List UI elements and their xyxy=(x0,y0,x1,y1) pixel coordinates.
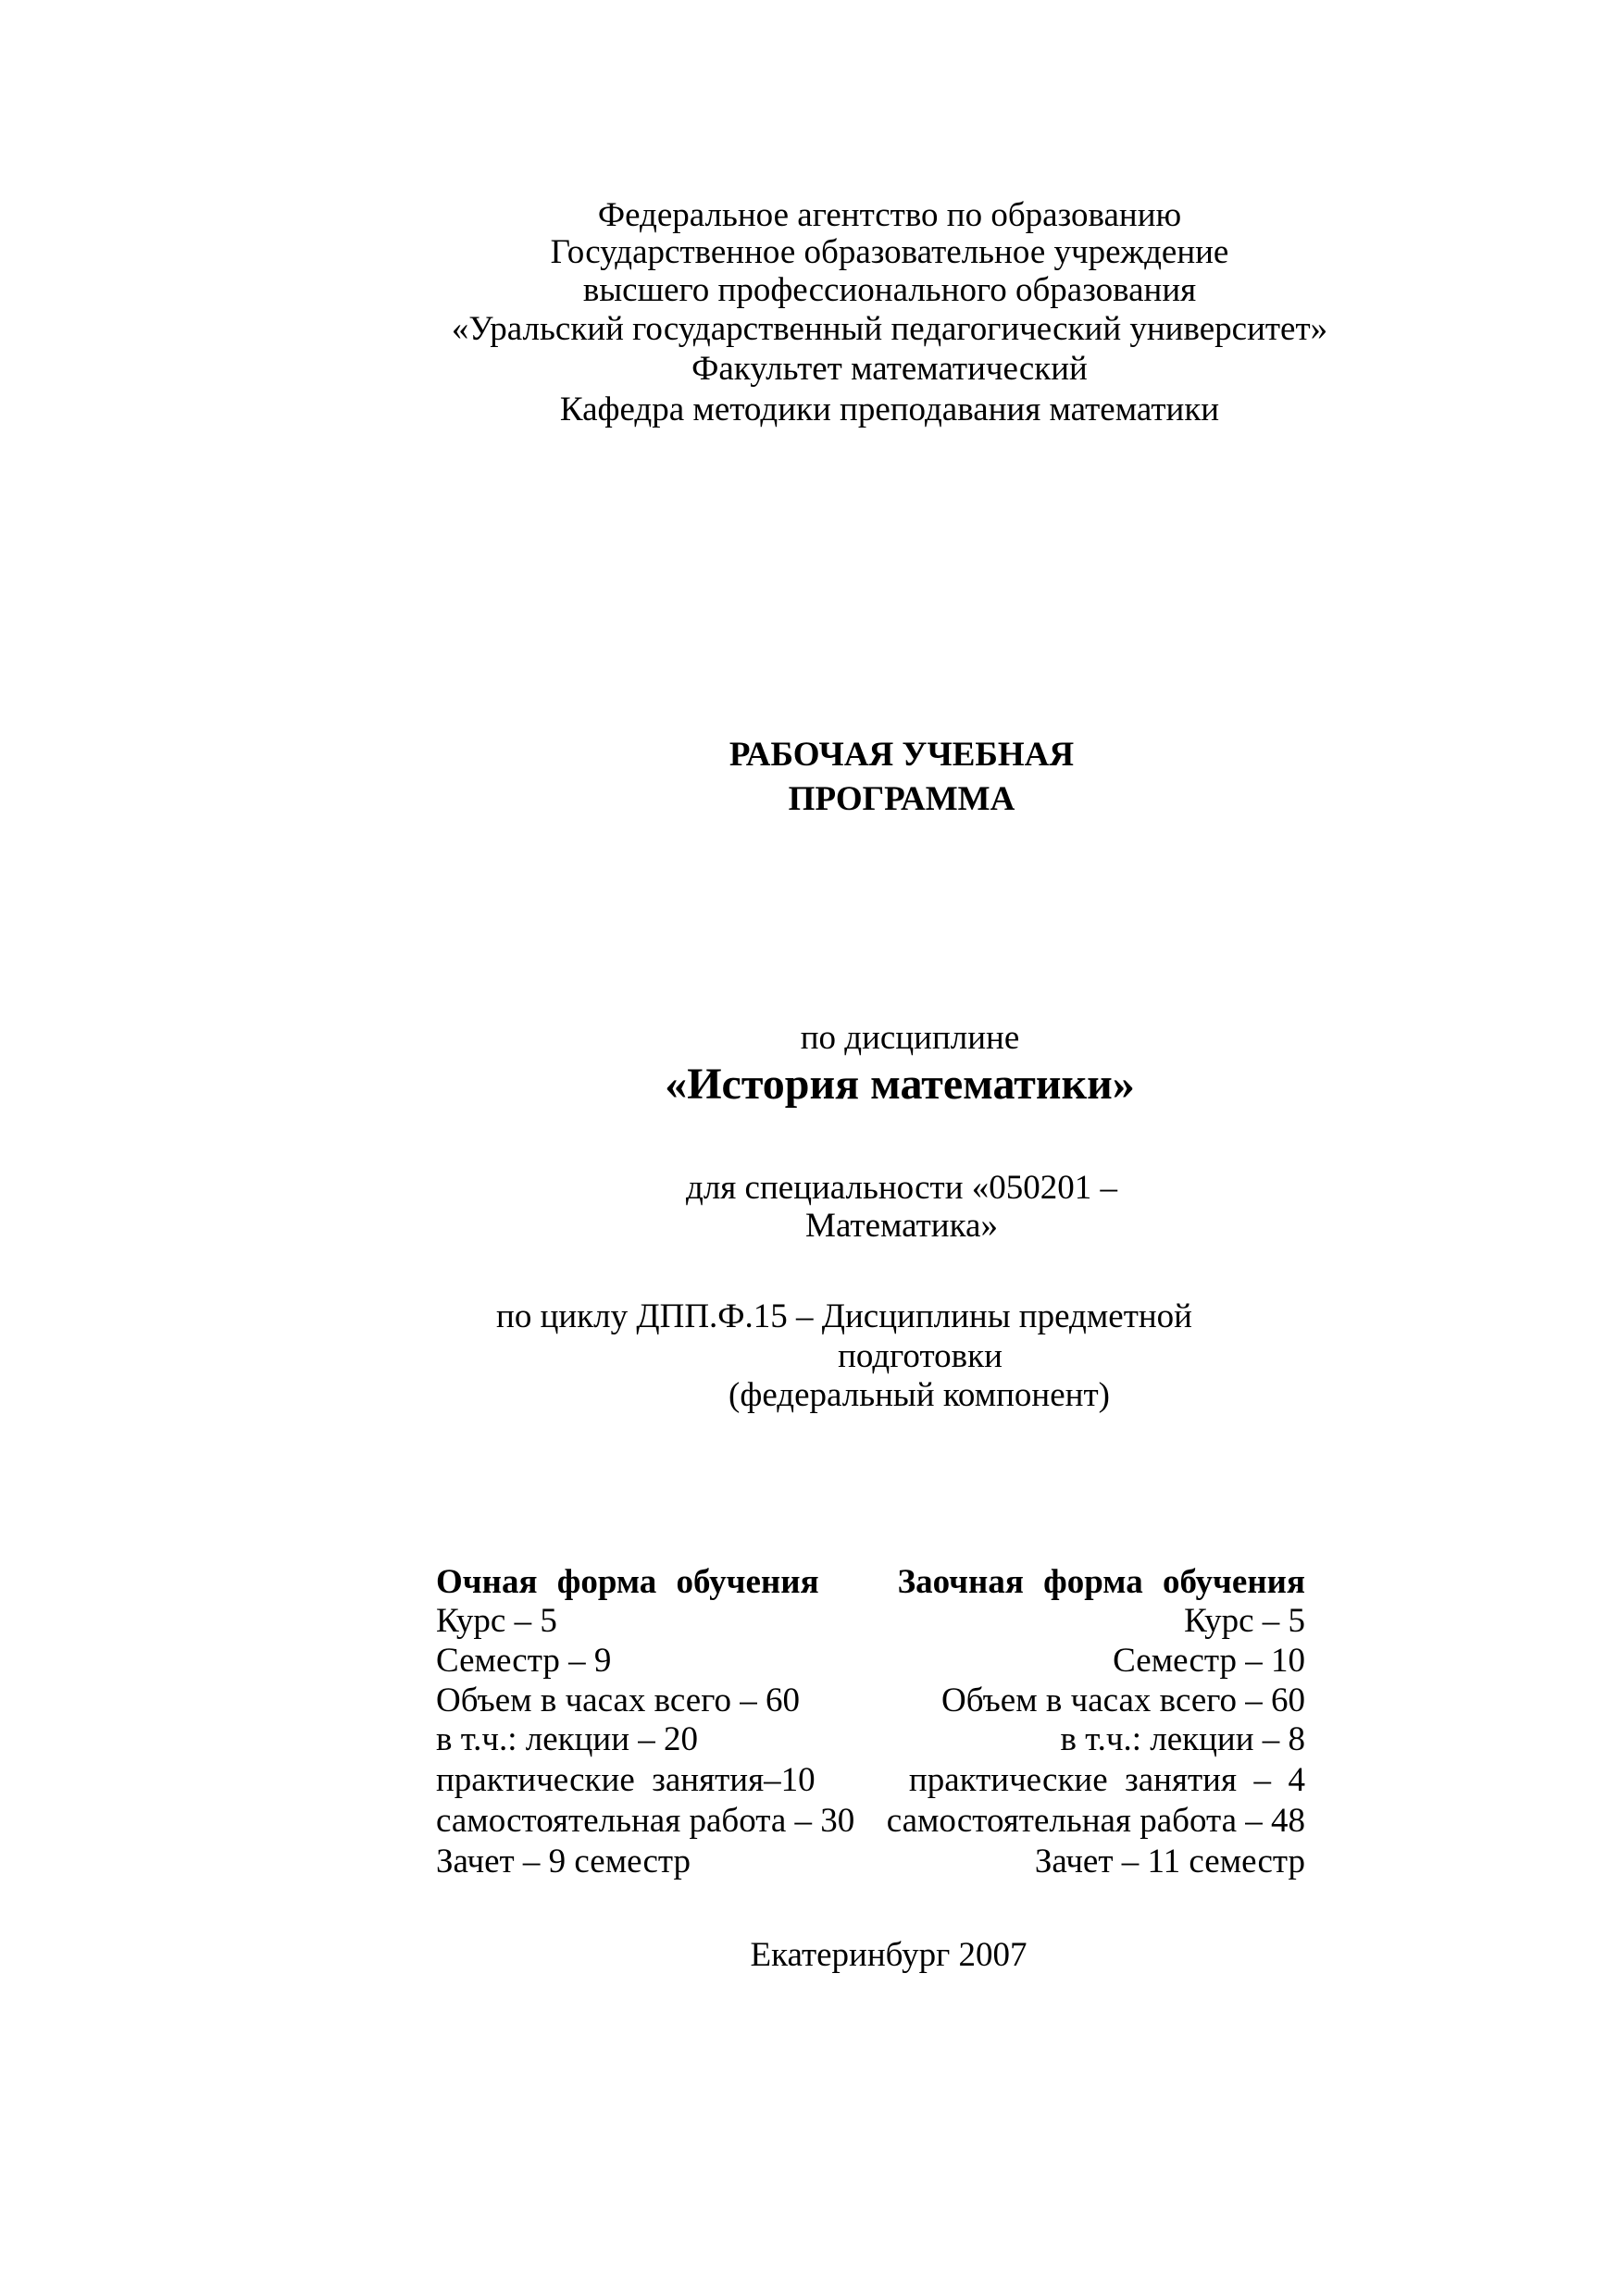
cycle-line: подготовки xyxy=(838,1337,1003,1375)
full-time-row: в т.ч.: лекции – 20 xyxy=(436,1720,699,1758)
part-time-row: практические занятия – 4 xyxy=(908,1761,1305,1799)
part-time-row: Зачет – 11 семестр xyxy=(1034,1843,1305,1880)
header-line: Факультет математический xyxy=(691,350,1088,388)
header-line: «Уральский государственный педагогический университет» xyxy=(451,310,1328,348)
header-line: Федеральное агентство по образованию xyxy=(597,196,1182,234)
part-time-row: самостоятельная работа – 48 xyxy=(886,1802,1305,1840)
cycle-line: (федеральный компонент) xyxy=(729,1376,1110,1414)
part-time-row: Курс – 5 xyxy=(1184,1602,1305,1640)
specialty-line: Математика» xyxy=(805,1207,998,1245)
part-time-row: Семестр – 10 xyxy=(1113,1642,1305,1680)
full-time-row: Курс – 5 xyxy=(436,1602,557,1640)
cycle-line: по циклу ДПП.Ф.15 – Дисциплины предметной xyxy=(496,1297,1192,1335)
header-line: Кафедра методики преподавания математики xyxy=(559,391,1220,428)
part-time-heading: Заочная форма обучения xyxy=(897,1563,1305,1601)
full-time-heading: Очная форма обучения xyxy=(436,1563,819,1601)
full-time-row: практические занятия–10 xyxy=(436,1761,816,1799)
header-line: Государственное образовательное учреждение xyxy=(550,233,1229,271)
part-time-row: в т.ч.: лекции – 8 xyxy=(1060,1720,1305,1758)
document-title-line2: ПРОГРАММА xyxy=(788,780,1015,818)
specialty-line: для специальности «050201 – xyxy=(685,1169,1118,1207)
full-time-row: Зачет – 9 семестр xyxy=(436,1843,691,1880)
document-title: РАБОЧАЯ УЧЕБНАЯ xyxy=(729,736,1075,774)
city-year: Екатеринбург 2007 xyxy=(750,1936,1027,1974)
full-time-row: самостоятельная работа – 30 xyxy=(436,1802,855,1840)
full-time-row: Семестр – 9 xyxy=(436,1642,612,1680)
part-time-row: Объем в часах всего – 60 xyxy=(941,1682,1305,1719)
discipline-name: «История математики» xyxy=(665,1060,1135,1109)
full-time-row: Объем в часах всего – 60 xyxy=(436,1682,800,1719)
header-line: высшего профессионального образования xyxy=(582,271,1197,309)
discipline-prefix: по дисциплине xyxy=(800,1019,1020,1057)
